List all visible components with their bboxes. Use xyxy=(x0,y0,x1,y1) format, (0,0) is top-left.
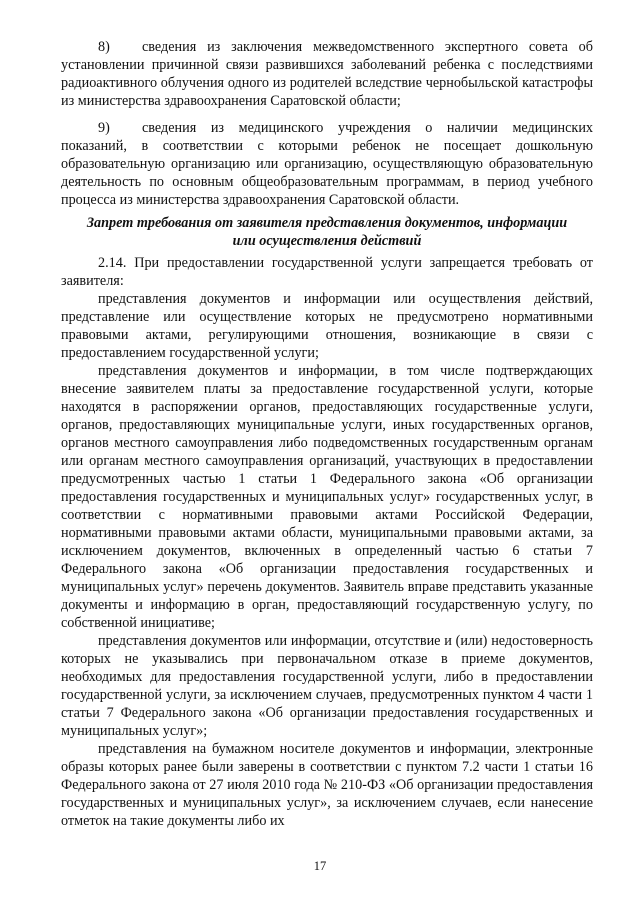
list-item-8 xyxy=(61,38,593,110)
body-paragraph: представления документов и информации, в том числе подтверждающих внесение заявителем платы за предоставление государственной услуги, которые находятся в распоряжении органов, предоставляющих государственные услуги, органов, предоставляющих муниципальные услуги, иных государственных органов, органов местного самоуправления либо подведомственных государственным органам или органам местного самоуправления организаций, участвующих в предоставлении предусмотренных частью 1 статьи 1 Федерального закона «Об организации предоставления государственных и муниципальных услуг» государственных услуг, в соответствии с нормативными правовыми актами Российской Федерации, нормативными правовыми актами области, муниципальными правовыми актами, за исключением документов, включенных в определенный частью 6 статьи 7 Федерального закона «Об организации предоставления государственных и муниципальных услуг» перечень документов. Заявитель вправе представить указанные документы и информацию в орган, предоставляющий государственную услугу, по собственной инициативе; xyxy=(61,363,593,631)
body-paragraph: представления на бумажном носителе документов и информации, электронные образы которых ранее были заверены в соответствии с пунктом 7.2 части 1 статьи 16 Федерального закона от 27 июля 2010 года № 210-ФЗ «Об организации предоставления государственных и муниципальных услуг», за исключением случаев, если нанесение отметок на такие документы либо их xyxy=(61,741,593,829)
section-heading-line-2: или осуществления действий xyxy=(232,233,422,249)
list-item-number: 8) xyxy=(98,39,110,55)
body-paragraph: 2.14. При предоставлении государственной услуги запрещается требовать от заявителя: xyxy=(61,255,593,289)
list-item-number: 9) xyxy=(98,120,110,136)
page-number: 17 xyxy=(313,859,327,873)
list-item-text: сведения из медицинского учреждения о наличии медицинских показаний, в соответствии с которыми ребенок не посещает дошкольную образовательную организацию или организацию, осуществляющую образовательную деятельность по основным общеобразовательным программам, в период учебного процесса из министерства здравоохранения Саратовской области. xyxy=(61,120,593,208)
body-paragraph: представления документов и информации или осуществления действий, представление или осуществление которых не предусмотрено нормативными правовыми актами, регулирующими отношения, возникающие в связи с предоставлением государственной услуги; xyxy=(61,291,593,361)
list-item-9 xyxy=(61,119,593,209)
section-heading-line-1: Запрет требования от заявителя представления документов, информации xyxy=(86,215,568,231)
paragraph-gap xyxy=(61,110,593,119)
body-paragraph: представления документов или информации, отсутствие и (или) недостоверность которых не указывались при первоначальном отказе в приеме документов, необходимых для предоставления государственной услуги, либо в предоставлении государственной услуги, за исключением случаев, предусмотренных пунктом 4 части 1 статьи 7 Федерального закона «Об организации предоставления государственных и муниципальных услуг»; xyxy=(61,633,593,739)
section-heading xyxy=(61,214,593,250)
list-item-text: сведения из заключения межведомственного экспертного совета об установлении причинной связи развившихся заболеваний ребенка с последствиями радиоактивного облучения одного из родителей вследствие чернобыльской катастрофы из министерства здравоохранения Саратовской области; xyxy=(61,39,593,109)
